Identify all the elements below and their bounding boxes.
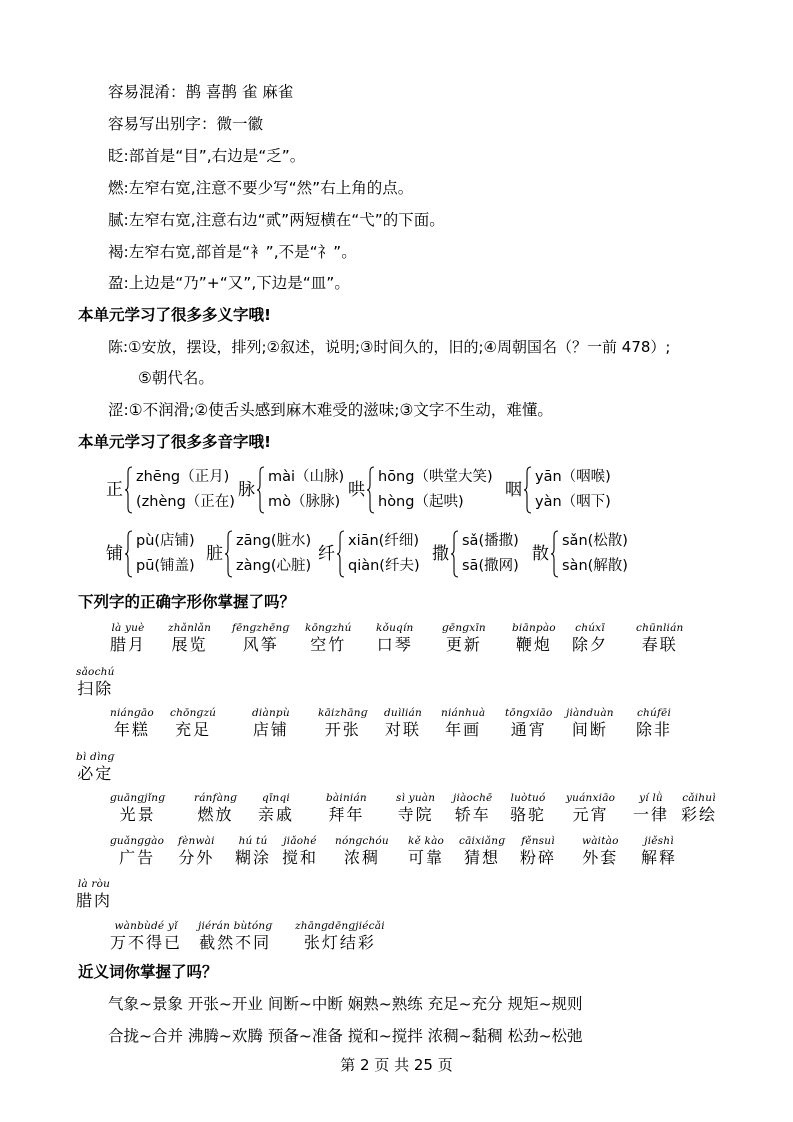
pinyin-word <box>76 751 114 785</box>
pinyin-word <box>376 622 414 656</box>
hanzi-word: 粉碎 <box>520 848 557 867</box>
synonym-row: 合拢~合并 沸腾~欢腾 预备~准备 搅和~搅拌 浓稠~黏稠 松劲~松弛 <box>108 1027 583 1045</box>
pinyin-word <box>170 707 216 741</box>
pinyin-label: diànpù <box>252 707 290 719</box>
hanzi-word: 对联 <box>384 720 421 739</box>
pinyin-label: sì yuàn <box>396 792 436 804</box>
hanzi-word: 分外 <box>178 848 215 867</box>
pinyin-word <box>396 792 435 826</box>
pinyin-label: yuánxiāo <box>566 792 616 804</box>
hanzi-word: 除夕 <box>572 635 609 654</box>
pinyin-word <box>194 792 237 826</box>
polyphonic-reading: pū(铺盖) <box>136 558 195 574</box>
pinyin-word <box>235 835 271 869</box>
word-row <box>0 835 793 875</box>
polyphonic-char: 咽 <box>505 480 522 500</box>
polyphonic-char: 哄 <box>348 480 365 500</box>
hanzi-word: 光景 <box>119 805 156 824</box>
pinyin-label: chúxī <box>575 622 605 634</box>
polyphonic-reading: pù(店铺) <box>136 533 195 549</box>
pinyin-label: chúfēi <box>636 707 672 719</box>
pinyin-label: ɡuānɡjǐnɡ <box>110 792 166 804</box>
pinyin-label: kāizhānɡ <box>318 707 368 719</box>
polyphonic-group <box>106 530 212 580</box>
hanzi-word: 骆驼 <box>510 805 547 824</box>
pinyin-word <box>110 707 154 741</box>
pinyin-label: cāixiǎnɡ <box>459 835 506 847</box>
word-row <box>0 751 793 791</box>
hanzi-word: 浓稠 <box>343 848 380 867</box>
pinyin-label: kōnɡzhú <box>305 622 352 634</box>
pinyin-word <box>305 622 352 656</box>
polyphonic-reading: zāng(脏水) <box>236 533 312 549</box>
word-row <box>0 707 793 747</box>
polyphonic-char: 脉 <box>238 480 255 500</box>
pinyin-label: sǎochú <box>76 666 115 678</box>
pinyin-word <box>453 792 492 826</box>
word-row <box>0 792 793 832</box>
pinyin-label: qīnqi <box>262 792 290 804</box>
pinyin-label: kě kào <box>408 835 445 847</box>
pinyin-word <box>505 707 553 741</box>
pinyin-word <box>442 622 486 656</box>
pinyin-label: kǒuqín <box>376 622 414 634</box>
pinyin-label: jiàochē <box>453 792 493 804</box>
left-brace-icon <box>336 530 345 578</box>
note-ran: 燃:左窄右宽,注意不要少写“然”右上角的点。 <box>108 179 414 197</box>
polyphonic-reading: hōng（哄堂大笑) <box>378 469 493 485</box>
pinyin-label: yí lǜ <box>639 792 663 804</box>
pinyin-label: wànbùdé yǐ <box>114 920 178 932</box>
hanzi-word: 开张 <box>324 720 361 739</box>
polyphonic-reading: yān（咽喉) <box>535 469 611 485</box>
hanzi-word: 糊涂 <box>235 848 272 867</box>
pinyin-label: chōnɡzú <box>170 707 217 719</box>
pinyin-word <box>318 707 368 741</box>
polysemy-se: 涩:①不润滑;②使舌头感到麻木难受的滋味;③文字不生动，难懂。 <box>108 401 553 419</box>
page-footer: 第 2 页 共 25 页 <box>340 1056 453 1074</box>
note-ying: 盈:上边是“乃”+“又”,下边是“皿”。 <box>108 274 350 292</box>
pinyin-word <box>258 792 294 826</box>
pinyin-word <box>110 792 165 826</box>
pinyin-label: bàinián <box>326 792 367 804</box>
hanzi-word: 彩绘 <box>681 805 718 824</box>
left-brace-icon <box>124 466 133 514</box>
pinyin-word <box>76 878 112 912</box>
polyphonic-reading: zhēng（正月) <box>136 469 230 485</box>
pinyin-label: niánhuà <box>441 707 486 719</box>
word-row <box>0 622 793 662</box>
note-zha: 眨:部首是“目”,右边是“乏”。 <box>108 147 306 165</box>
pinyin-label: là yuè <box>111 622 145 634</box>
hanzi-word: 年画 <box>445 720 482 739</box>
pinyin-word <box>198 920 272 954</box>
hanzi-word: 腊肉 <box>76 891 113 910</box>
pinyin-word <box>572 622 608 656</box>
polyphonic-char: 铺 <box>106 544 123 564</box>
polyphonic-reading: mài（山脉) <box>268 469 345 485</box>
polyphonic-group <box>238 466 345 516</box>
polyphonic-char: 正 <box>106 480 123 500</box>
hanzi-word: 扫除 <box>77 679 114 698</box>
pinyin-label: bì dìnɡ <box>76 751 115 763</box>
hanzi-word: 空竹 <box>310 635 347 654</box>
wrong-char-line: 容易写出别字：微一徽 <box>108 115 264 133</box>
left-brace-icon <box>224 530 233 578</box>
pinyin-word <box>633 792 669 826</box>
pinyin-label: niánɡāo <box>110 707 154 719</box>
polyphonic-group <box>348 466 494 516</box>
polyphonic-reading: sā(撒网) <box>462 558 519 574</box>
hanzi-word: 万不得已 <box>110 933 183 952</box>
hanzi-word: 风筝 <box>242 635 279 654</box>
pinyin-label: luòtuó <box>510 792 546 804</box>
heading-correct-forms: 下列字的正确字形你掌握了吗？ <box>78 593 296 611</box>
pinyin-word <box>566 792 615 826</box>
pinyin-label: chūnlián <box>636 622 684 634</box>
word-row <box>0 666 793 706</box>
polyphonic-group <box>532 530 646 580</box>
pinyin-label: nónɡchóu <box>335 835 389 847</box>
pinyin-word <box>252 707 290 741</box>
note-ni: 腻:左窄右宽,注意右边“贰”两短横在“弋”的下面。 <box>108 211 445 229</box>
pinyin-word <box>110 835 164 869</box>
polysemy-chen-1: 陈:①安放，摆设，排列;②叙述，说明;③时间久的，旧的;④周朝国名（？一前 478）; <box>108 338 671 356</box>
pinyin-word <box>566 707 614 741</box>
pinyin-label: hú tú <box>238 835 268 847</box>
pinyin-word <box>636 707 672 741</box>
hanzi-word: 充足 <box>175 720 212 739</box>
pinyin-word <box>582 835 619 869</box>
polyphonic-reading: mò（脉脉) <box>268 494 341 510</box>
pinyin-word <box>636 622 684 656</box>
left-brace-icon <box>523 466 532 514</box>
hanzi-word: 截然不同 <box>199 933 272 952</box>
polyphonic-group <box>318 530 434 580</box>
pinyin-label: zhǎnlǎn <box>168 622 212 634</box>
pinyin-word <box>326 792 367 826</box>
pinyin-label: jiérán bùtónɡ <box>198 920 273 932</box>
polyphonic-reading: yàn（咽下) <box>535 494 611 510</box>
pinyin-label: ɡēnɡxīn <box>442 622 486 634</box>
left-brace-icon <box>450 530 459 578</box>
hanzi-word: 更新 <box>445 635 482 654</box>
polyphonic-group <box>432 530 532 580</box>
polyphonic-group <box>206 530 332 580</box>
polysemy-chen-2: ⑤朝代名。 <box>138 369 214 387</box>
hanzi-word: 张灯结彩 <box>303 933 376 952</box>
pinyin-label: ránfànɡ <box>194 792 238 804</box>
left-brace-icon <box>550 530 559 578</box>
hanzi-word: 元宵 <box>572 805 609 824</box>
pinyin-word <box>335 835 389 869</box>
polyphonic-reading: (zhèng（正在) <box>136 494 235 510</box>
pinyin-word <box>520 835 556 869</box>
left-brace-icon <box>124 530 133 578</box>
polyphonic-reading: xiān(纤细) <box>348 533 419 549</box>
polyphonic-char: 撒 <box>432 544 449 564</box>
hanzi-word: 燃放 <box>197 805 234 824</box>
confusable-chars-line: 容易混淆：鹊 喜鹊 雀 麻雀 <box>108 83 294 101</box>
left-brace-icon <box>366 466 375 514</box>
heading-polyphonic: 本单元学习了很多多音字哦! <box>78 433 272 451</box>
pinyin-word <box>76 666 115 700</box>
hanzi-word: 年糕 <box>113 720 150 739</box>
hanzi-word: 外套 <box>582 848 619 867</box>
pinyin-word <box>232 622 289 656</box>
pinyin-label: jiǎohé <box>283 835 317 847</box>
pinyin-word <box>641 835 677 869</box>
pinyin-word <box>295 920 385 954</box>
hanzi-word: 解释 <box>641 848 678 867</box>
hanzi-word: 间断 <box>571 720 608 739</box>
pinyin-label: fènwài <box>178 835 215 847</box>
hanzi-word: 必定 <box>77 764 114 783</box>
pinyin-word <box>168 622 211 656</box>
hanzi-word: 春联 <box>641 635 678 654</box>
hanzi-word: 拜年 <box>328 805 365 824</box>
pinyin-label: là ròu <box>77 878 111 890</box>
polyphonic-reading: sàn(解散) <box>562 558 628 574</box>
pinyin-word <box>459 835 505 869</box>
polyphonic-reading: sǎn(松散) <box>562 533 628 549</box>
pinyin-word <box>681 792 717 826</box>
hanzi-word: 猜想 <box>464 848 501 867</box>
pinyin-word <box>441 707 485 741</box>
word-row <box>0 878 793 918</box>
hanzi-word: 广告 <box>119 848 156 867</box>
hanzi-word: 鞭炮 <box>515 635 552 654</box>
pinyin-word <box>384 707 422 741</box>
hanzi-word: 腊月 <box>110 635 147 654</box>
pinyin-label: jiěshì <box>644 835 674 847</box>
pinyin-label: fēnɡzhēnɡ <box>232 622 290 634</box>
pinyin-label: cǎihuì <box>682 792 716 804</box>
polyphonic-group <box>505 466 639 516</box>
hanzi-word: 亲戚 <box>258 805 295 824</box>
polyphonic-reading: hòng（起哄) <box>378 494 464 510</box>
hanzi-word: 店铺 <box>252 720 289 739</box>
pinyin-word <box>510 792 546 826</box>
polyphonic-reading: sǎ(播撒) <box>462 533 519 549</box>
hanzi-word: 轿车 <box>454 805 491 824</box>
pinyin-word <box>110 920 182 954</box>
polyphonic-char: 纤 <box>318 544 335 564</box>
pinyin-label: tōnɡxiāo <box>505 707 553 719</box>
pinyin-label: ɡuǎnɡɡào <box>110 835 165 847</box>
hanzi-word: 口琴 <box>376 635 413 654</box>
pinyin-word <box>178 835 215 869</box>
pinyin-label: duìlián <box>384 707 422 719</box>
hanzi-word: 可靠 <box>408 848 445 867</box>
synonym-row: 气象~景象 开张~开业 间断~中断 娴熟~熟练 充足~充分 规矩~规则 <box>108 995 583 1013</box>
hanzi-word: 通宵 <box>510 720 547 739</box>
pinyin-label: jiànduàn <box>566 707 614 719</box>
note-he: 褐:左窄右宽,部首是“衤”,不是“礻”。 <box>108 243 357 261</box>
pinyin-label: wàitào <box>582 835 619 847</box>
polyphonic-reading: zàng(心脏) <box>236 558 312 574</box>
word-row <box>0 920 793 960</box>
hanzi-word: 除非 <box>636 720 673 739</box>
hanzi-word: 搅和 <box>282 848 319 867</box>
polyphonic-char: 散 <box>532 544 549 564</box>
heading-synonyms: 近义词你掌握了吗？ <box>78 963 218 981</box>
heading-polysemous: 本单元学习了很多多义字哦! <box>78 306 272 324</box>
pinyin-word <box>110 622 146 656</box>
hanzi-word: 寺院 <box>397 805 434 824</box>
pinyin-label: biānpào <box>512 622 556 634</box>
pinyin-label: fěnsuì <box>521 835 555 847</box>
pinyin-word <box>282 835 318 869</box>
hanzi-word: 展览 <box>171 635 208 654</box>
pinyin-label: zhānɡdēnɡjiécǎi <box>295 920 385 932</box>
pinyin-word <box>512 622 556 656</box>
hanzi-word: 一律 <box>633 805 670 824</box>
polyphonic-reading: qiàn(纤夫) <box>348 558 420 574</box>
polyphonic-char: 脏 <box>206 544 223 564</box>
left-brace-icon <box>256 466 265 514</box>
pinyin-word <box>408 835 444 869</box>
